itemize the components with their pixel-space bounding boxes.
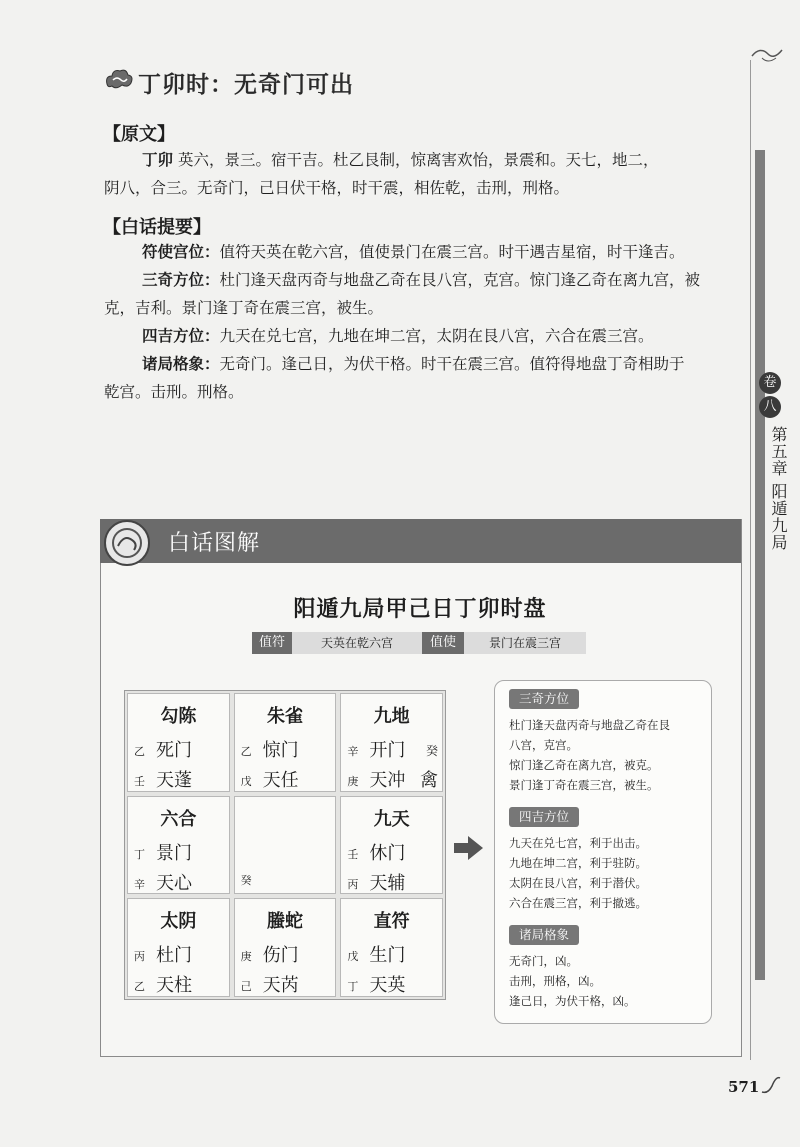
sanqi-heading: 三奇方位 <box>509 689 579 709</box>
analysis-panel <box>494 680 712 1024</box>
palace-cell <box>127 693 230 792</box>
heavenly-stem: 己 <box>240 980 252 994</box>
zhuju-line: 无奇门，凶。 <box>509 954 578 968</box>
cloud-ornament-icon <box>104 66 134 92</box>
door-name: 开门 <box>369 740 406 761</box>
palace-row <box>347 839 405 865</box>
palace-god: 九天 <box>373 808 410 830</box>
heavenly-stem: 乙 <box>240 745 252 758</box>
heavenly-stem: 癸 <box>240 873 252 887</box>
page-number: 571 <box>728 1078 760 1096</box>
star-name: 天柱 <box>156 975 192 997</box>
palace-row <box>347 941 405 967</box>
palace-row <box>134 839 192 865</box>
palace-cell <box>340 796 443 895</box>
heavenly-stem: 辛 <box>347 745 359 758</box>
star-name: 天蓬 <box>156 770 192 791</box>
heavenly-stem: 丁 <box>134 847 145 861</box>
palace-cell <box>234 693 337 792</box>
original-text <box>104 146 744 202</box>
heavenly-stem: 丁 <box>347 980 359 994</box>
star-name: 天心 <box>156 872 192 894</box>
heavenly-stem: 乙 <box>134 745 145 758</box>
sanqi-line: 景门逢丁奇在震三宫，被生。 <box>509 778 659 792</box>
zhuju-heading: 诸局格象 <box>509 925 579 945</box>
palace-row <box>241 766 299 792</box>
star-name: 天辅 <box>369 872 406 894</box>
heavenly-stem: 戊 <box>240 775 252 788</box>
summary-heading: 【白话提要】 <box>103 217 211 238</box>
palace-cell <box>234 796 337 895</box>
palace-god: 勾陈 <box>160 706 197 727</box>
section-title: 丁卯时：无奇门可出 <box>138 72 354 98</box>
door-name: 杜门 <box>156 945 192 967</box>
door-name: 休门 <box>369 842 406 864</box>
star-name: 天冲 <box>369 770 406 791</box>
door-name: 景门 <box>156 842 192 864</box>
door-name: 惊门 <box>262 740 299 761</box>
palace-cell <box>127 898 230 997</box>
palace-cell <box>340 898 443 997</box>
zhuju-line: 逢己日，为伏干格，凶。 <box>509 994 636 1008</box>
summary-line: 九天在兑七宫，九地在坤二宫，太阴在艮八宫，六合在震三宫。 <box>219 327 654 345</box>
page-flourish-icon <box>760 1072 782 1096</box>
zhifu-label: 值符 <box>252 632 292 654</box>
palace-row <box>347 869 405 895</box>
star-name: 天芮 <box>262 975 299 997</box>
palace-row <box>134 766 192 792</box>
door-name: 死门 <box>156 740 192 761</box>
palace-extra: 禽 <box>419 770 438 791</box>
palace-row <box>134 971 192 997</box>
margin-line <box>750 60 751 1060</box>
heavenly-stem: 壬 <box>347 847 359 861</box>
heavenly-stem: 戊 <box>347 950 359 964</box>
volume-badge: 八 <box>759 396 781 418</box>
zhifu-value: 天英在乾六宫 <box>292 632 422 654</box>
sanqi-text <box>509 715 705 795</box>
siji-line: 太阴在艮八宫，利于潜伏。 <box>509 876 647 890</box>
siji-line: 九地在坤二宫，利于驻防。 <box>509 856 647 870</box>
side-tab-bar <box>755 150 765 980</box>
palace-god: 螣蛇 <box>266 911 303 933</box>
zhishi-label: 值使 <box>422 632 464 654</box>
palace-god: 六合 <box>160 808 197 830</box>
palace-god: 九地 <box>373 706 410 727</box>
palace-god: 直符 <box>373 911 410 933</box>
door-name: 伤门 <box>262 945 299 967</box>
palace-row <box>347 736 405 762</box>
door-name: 生门 <box>369 945 406 967</box>
palace-row <box>241 971 299 997</box>
heavenly-stem: 庚 <box>240 950 252 964</box>
palace-cell <box>127 796 230 895</box>
summary-line-cont: 乾宫。击刑。刑格。 <box>104 383 244 401</box>
summary-line-cont: 克，吉利。景门逢丁奇在震三宫，被生。 <box>104 299 384 317</box>
siji-line: 九天在兑七宫，利于出击。 <box>509 836 647 850</box>
summary-line: 值符天英在乾六宫，值使景门在震三宫。时干遇吉星宿，时干逢吉。 <box>219 243 685 261</box>
original-line-2: 阴八，合三。无奇门，己日伏干格，时干震，相佐乾，击刑，刑格。 <box>104 179 570 197</box>
original-line-1: 英六，景三。宿干吉。杜乙艮制，惊离害欢怡，景震和。天七，地二， <box>177 151 659 169</box>
palace-row <box>241 736 299 762</box>
figure-header-title: 白话图解 <box>168 531 261 556</box>
palace-row <box>241 869 263 890</box>
emblem-icon <box>104 520 150 566</box>
palace-row <box>134 869 192 895</box>
zhuju-text <box>509 951 705 1011</box>
heavenly-stem: 丙 <box>347 877 359 891</box>
palace-cell <box>340 693 443 792</box>
palace-row <box>241 941 299 967</box>
palace-god: 太阴 <box>160 911 197 933</box>
zhishi-value: 景门在震三宫 <box>464 632 586 654</box>
heavenly-stem: 辛 <box>134 877 145 891</box>
summary-label: 三奇方位： <box>142 270 220 289</box>
arrow-right-icon <box>454 834 484 862</box>
zhuju-line: 击刑，刑格，凶。 <box>509 974 601 988</box>
heavenly-stem: 丙 <box>134 950 145 964</box>
palace-row <box>347 971 405 997</box>
palace-god: 朱雀 <box>266 706 303 727</box>
palace-row <box>134 736 192 762</box>
siji-line: 六合在震三宫，利于撤逃。 <box>509 896 647 910</box>
original-heading: 【原文】 <box>103 124 175 145</box>
palace-row <box>134 941 192 967</box>
siji-heading: 四吉方位 <box>509 807 579 827</box>
sanqi-line: 八宫，克宫。 <box>509 738 578 752</box>
heavenly-stem: 壬 <box>134 775 145 788</box>
siji-text <box>509 833 705 913</box>
summary-label: 四吉方位： <box>142 326 220 345</box>
volume-badge: 卷 <box>759 372 781 394</box>
summary-label: 符使宫位： <box>142 242 220 261</box>
summary-text <box>104 238 744 406</box>
heavenly-stem: 庚 <box>347 775 359 788</box>
palace-row <box>241 839 263 860</box>
sanqi-line: 惊门逢乙奇在离九宫，被克。 <box>509 758 659 772</box>
sanqi-line: 杜门逢天盘丙奇与地盘乙奇在艮 <box>509 718 670 732</box>
palace-grid <box>124 690 446 1000</box>
summary-label: 诸局格象： <box>142 354 220 373</box>
star-name: 天英 <box>369 975 406 997</box>
summary-line: 无奇门。逢己日，为伏干格。时干在震三宫。值符得地盘丁奇相助于 <box>219 355 685 373</box>
chapter-label: 第五章 阳遁九局 <box>769 426 788 552</box>
palace-row <box>347 766 405 792</box>
corner-ornament-icon <box>750 44 784 66</box>
chart-title: 阳遁九局甲己日丁卯时盘 <box>293 597 547 622</box>
heavenly-stem: 乙 <box>134 980 145 994</box>
palace-cell <box>234 898 337 997</box>
original-lead: 丁卯 <box>142 150 174 169</box>
summary-line: 杜门逢天盘丙奇与地盘乙奇在艮八宫，克宫。惊门逢乙奇在离九宫，被 <box>219 271 701 289</box>
star-name: 天任 <box>262 770 299 791</box>
palace-extra: 癸 <box>425 744 438 758</box>
